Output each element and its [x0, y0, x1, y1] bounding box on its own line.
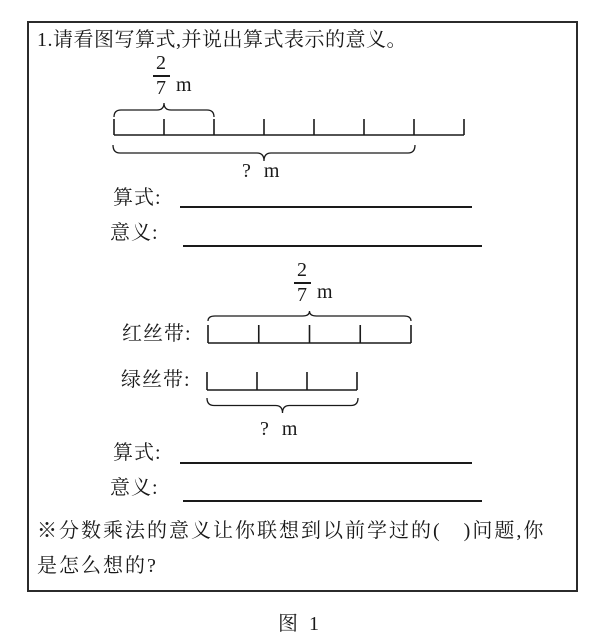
fraction-denominator: 7: [297, 284, 307, 306]
fraction-denominator: 7: [156, 77, 166, 99]
problem-title: 1.请看图写算式,并说出算式表示的意义。: [37, 29, 407, 51]
question-length-label-1: [242, 160, 279, 182]
tape: [114, 119, 464, 135]
tape-diagram-full-length: [105, 98, 477, 162]
equation-label-2: 算式:: [113, 442, 162, 464]
question-unit: m: [281, 418, 298, 440]
meaning-label-2: 意义:: [110, 477, 159, 499]
meaning-label-1: 意义:: [110, 222, 159, 244]
note-line-2: 是怎么想的?: [37, 555, 158, 577]
fraction-label-1: [150, 54, 172, 98]
equation-blank-line-1: [180, 206, 472, 208]
tape: [208, 325, 411, 343]
equation-blank-line-2: [180, 462, 472, 464]
question-mark: ?: [260, 418, 269, 440]
tape: [207, 372, 357, 390]
question-unit: m: [263, 160, 280, 182]
equation-label-1: 算式:: [113, 187, 162, 209]
fraction-label-2: [291, 261, 313, 305]
tape-diagram-red-ribbon: [205, 309, 419, 345]
green-ribbon-label: 绿丝带:: [121, 369, 191, 391]
question-length-label-2: [260, 418, 297, 440]
overbrace: [208, 311, 411, 321]
underbrace: [207, 398, 358, 413]
fraction-numerator: 2: [156, 52, 166, 74]
red-ribbon-label: 红丝带:: [122, 323, 192, 345]
figure-caption: 图 1: [278, 613, 322, 635]
fraction-numerator: 2: [297, 259, 307, 281]
question-mark: ?: [242, 160, 251, 182]
note-line-1: ※分数乘法的意义让你联想到以前学过的( )问题,你: [37, 520, 546, 542]
fraction-unit-1: m: [176, 74, 192, 96]
meaning-blank-line-2: [183, 500, 482, 502]
overbrace: [114, 103, 214, 117]
tape-diagram-green-ribbon: [204, 368, 364, 415]
fraction-unit-2: m: [317, 281, 333, 303]
meaning-blank-line-1: [183, 245, 482, 247]
underbrace: [113, 145, 415, 161]
